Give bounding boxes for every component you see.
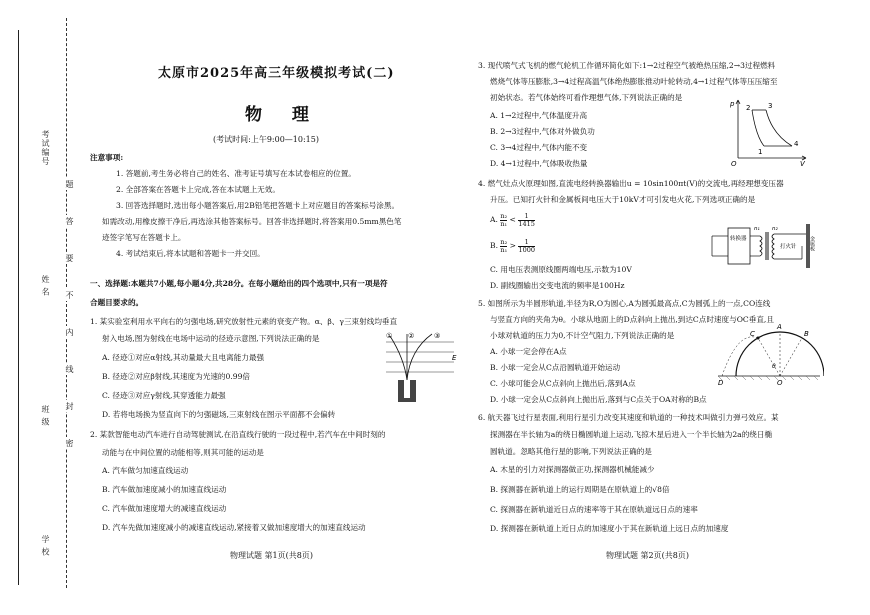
name-label: 姓 名 [41,275,50,297]
converter-label: 转换器 [730,236,747,242]
state-label: 1 [758,148,763,156]
q4-stem: 4. 燃气灶点火原理如图,直流电经转换器输出u = 10sin100πt(V)的交流电,再经理想变压器 [478,179,784,188]
exam-title: 太原市2025年高三年级模拟考试(二) [158,66,395,81]
q3-pv-diagram [728,96,808,166]
seal-char: 不 [65,291,74,299]
notice-item: 4. 考试结束后,将本试题和答题卡一并交回。 [116,249,265,258]
q5-stem: 小球对轨道的压力为0,不计空气阻力,下列说法正确的是 [490,331,675,340]
q1-option: A. 径迹①对应α射线,其动量最大且电离能力最强 [102,353,265,362]
point-label: O [777,379,783,386]
exam-no-label: 考试编号 [41,130,50,166]
q4-ignition-circuit [710,216,822,276]
notice-item: 3. 回答选择题时,选出每小题答案后,用2B铅笔把答题卡上对应题目的答案标号涂黑。 [116,201,400,210]
q3-option: C. 3→4过程中,气体内能不变 [490,143,588,152]
q2-option: C. 汽车做加速度增大的减速直线运动 [102,504,227,513]
state-label: 4 [794,140,799,148]
q1-stem: 射入电场,图为射线在电场中运动的径迹示意图,下列说法正确的是 [102,334,320,343]
exam-time: (考试时间:上午9:00—10:15) [213,135,319,144]
q5-stem: 与竖直方向的夹角为θ。小球从地面上的D点斜向上抛出,到达C点时速度与OC垂直,且 [490,315,774,324]
axis-label: V [800,160,805,166]
q6-option: D. 探测器在新轨道上近日点的加速度小于其在新轨道上远日点的加速度 [490,524,729,533]
notice-item: 2. 全部答案在答题卡上完成,答在本试题上无效。 [116,185,280,194]
q3-option: D. 4→1过程中,气体吸收热量 [490,159,588,168]
q6-option: C. 探测器在新轨道近日点的速率等于其在原轨道远日点的速率 [490,505,698,514]
q6-stem: 圆轨道。忽略其他行星的影响,下列说法正确的是 [490,447,652,456]
track-label: ③ [434,332,441,340]
axis-label: p [730,100,735,108]
coil-label: n₂ [772,226,778,232]
q4-option-a: A. $\frac{\text{n₂}}{\text{n₁}}$ < $\frac{1}{1415}$ [490,211,535,228]
q3-stem: 3. 现代喷气式飞机的燃气轮机工作循环简化如下:1→2过程空气被绝热压缩,2→3过程燃料 [478,61,776,70]
seal-char: 要 [65,254,74,262]
point-label: C [750,330,755,338]
q5-option: D. 小球一定会从C点斜向上抛出后,落到与C点关于OA对称的B点 [490,395,707,404]
q5-stem: 5. 如图所示为半圆形轨道,半径为R,O为圆心,A为圆弧最高点,C为圆弧上的一点,CO连线 [478,299,771,308]
seal-char: 内 [65,328,74,336]
seal-char: 封 [65,402,74,410]
class-label: 班 级 [41,405,50,427]
section-heading: 一、选择题:本题共7小题,每小题4分,共28分。在每小题给出的四个选项中,只有一项是符 [90,279,388,288]
q1-option: C. 径迹③对应γ射线,其穿透能力最强 [102,391,226,400]
field-label: E [452,354,457,362]
q4-stem: 升压。已知打火针和金属板间电压大于10kV才可引发电火花,下列选项正确的是 [490,195,756,204]
q1-option: B. 径迹②对应β射线,其速度为光速的0.99倍 [102,372,251,381]
q5-option: B. 小球一定会从C点沿圆轨道开始运动 [490,363,621,372]
point-label: B [804,330,809,338]
q5-semicircle-track [714,320,824,386]
q2-option: A. 汽车做匀加速直线运动 [102,466,189,475]
seal-char: 题 [65,180,74,188]
seal-line [66,18,67,588]
igniter-label: 打火针 [780,244,797,250]
q2-stem: 动能与在中间位置的动能相等,则其可能的运动是 [102,448,264,457]
subject-title: 物 理 [245,105,321,125]
school-label: 学 校 [41,535,50,557]
seal-char: 线 [65,365,74,373]
notice-item: 迹签字笔写在答题卡上。 [102,233,186,242]
section-heading: 合题目要求的。 [90,298,144,307]
q1-option: D. 若将电场换为竖直向下的匀强磁场,三束射线在图示平面都不会偏转 [102,410,336,419]
q6-option: A. 木星的引力对探测器做正功,探测器机械能减少 [490,465,655,474]
plate-label: 金属板 [809,236,815,251]
q5-option: C. 小球可能会从C点斜向上抛出后,落到A点 [490,379,636,388]
q2-option: B. 汽车做加速度减小的加速直线运动 [102,485,227,494]
track-label: ② [408,332,415,340]
q4-option: C. 用电压表测原线圈两端电压,示数为10V [490,265,632,274]
track-label: ① [386,332,393,340]
binding-margin [0,0,78,615]
q3-stem: 初始状态。若气体始终可看作理想气体,下列说法正确的是 [490,93,683,102]
q1-stem: 1. 某实验室利用水平向右的匀强电场,研究放射性元素的衰变产物。α、β、γ三束射线均垂直 [90,317,398,326]
seal-char: 密 [65,439,74,447]
notice-item: 1. 答题前,考生务必将自己的姓名、准考证号填写在本试卷相应的位置。 [116,169,356,178]
q4-option: D. 副线圈输出交变电流的频率是100Hz [490,281,625,290]
q3-option: A. 1→2过程中,气体温度升高 [490,111,588,120]
state-label: 3 [768,102,773,110]
q3-stem: 燃烧气体等压膨胀,3→4过程高温气体绝热膨胀推动叶轮转动,4→1过程气体等压压缩至 [490,77,778,86]
q2-stem: 2. 某款智能电动汽车进行自动驾驶测试,在沿直线行驶的一段过程中,若汽车在中间时刻的 [90,430,386,439]
q6-option: B. 探测器在新轨道上的运行周期是在原轨道上的√8倍 [490,485,670,494]
state-label: 2 [746,104,751,112]
page-footer: 物理试题 第1页(共8页) [230,551,313,560]
notice-item: 如需改动,用橡皮擦干净后,再选涂其他答案标号。回答非选择题时,将答案用0.5mm黑色笔 [102,217,402,226]
point-label: A [777,323,782,331]
q4-option-b: B. $\frac{\text{n₂}}{\text{n₁}}$ > $\frac{1}{1000}$ [490,237,535,254]
q6-stem: 探测器在半长轴为a的绕日椭圆轨道上运动,飞掠木星后进入一个半长轴为2a的绕日椭 [490,430,773,439]
coil-label: n₁ [754,226,760,232]
origin-label: O [731,160,737,166]
seal-char: 答 [65,217,74,225]
q5-option: A. 小球一定会停在A点 [490,347,567,356]
q1-field-figure [380,330,460,402]
q2-option: D. 汽车先做加速度减小的减速直线运动,紧接着又做加速度增大的加速直线运动 [102,523,366,532]
q6-stem: 6. 航天器飞过行星表面,利用行星引力改变其速度和轨道的一种技术叫做引力弹弓效应。某 [478,413,779,422]
page-footer: 物理试题 第2页(共8页) [606,551,689,560]
margin-rule [18,30,19,585]
notice-heading: 注意事项: [90,153,124,162]
angle-label: θ [772,363,776,370]
q3-option: B. 2→3过程中,气体对外做负功 [490,127,595,136]
point-label: D [718,379,724,386]
